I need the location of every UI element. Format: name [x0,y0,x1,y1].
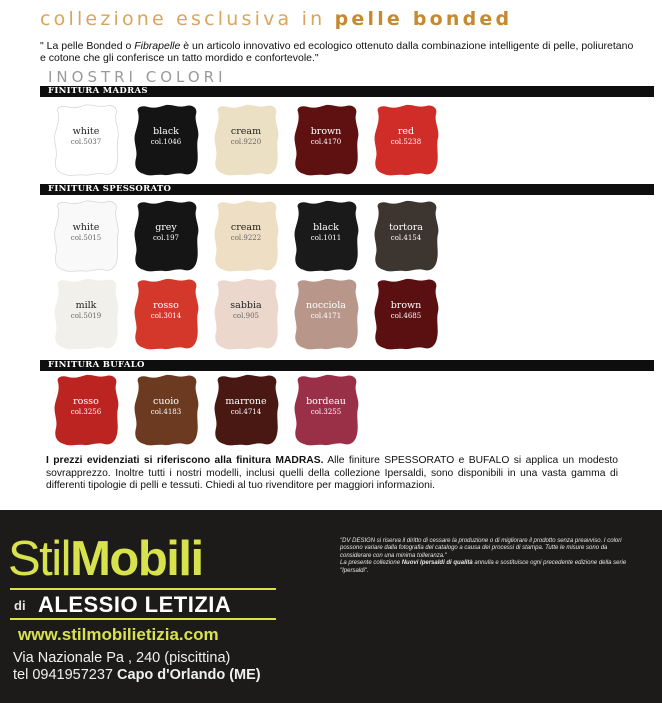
intro-part1: " La pelle Bonded o [40,40,135,52]
swatch-name: sabbia [230,300,262,311]
color-swatch [372,278,440,350]
swatch-code: col.3256 [70,408,102,416]
section-band: FINITURA BUFALO [40,360,654,371]
color-swatch [52,374,120,446]
swatch-name: brown [310,126,342,137]
color-swatch [292,200,360,272]
swatch-name: white [72,222,100,233]
legal-disclaimer: "DV DESIGN si riserva il diritto di cessare la produzione o di migliorare il prodotto senza preavviso. I colori possono variare dalla fotografia del catalogo a causa dei processi di stampa. Tutte le misure sono da considerare con una minima tolleranza." [340,538,622,559]
owner-prefix: di [14,598,26,613]
title-highlight: pelle bonded [334,8,513,30]
swatch-code: col.5019 [70,312,102,320]
section-band: FINITURA MADRAS [40,86,654,97]
color-swatch [292,278,360,350]
swatch-name: rosso [73,396,99,407]
owner-name: ALESSIO LETIZIA [38,592,232,617]
swatch-code: col.3014 [150,312,182,320]
swatch-code: col.4685 [390,312,422,320]
swatch-name: cuoio [153,396,179,407]
swatch-code: col.9222 [230,234,262,242]
swatch-code: col.4171 [310,312,342,320]
swatch-code: col.5015 [70,234,102,242]
website-link[interactable]: www.stilmobilietizia.com [18,625,219,644]
color-swatch [212,278,280,350]
color-swatch [212,104,280,176]
swatch-name: nocciola [306,300,346,311]
color-swatch [292,104,360,176]
swatch-name: rosso [153,300,179,311]
swatch-name: milk [75,300,97,311]
address-contact [13,667,261,684]
swatch-name: grey [155,222,177,233]
swatch-code: col.9220 [230,138,262,146]
color-swatch [132,278,200,350]
swatch-name: red [397,126,415,137]
footnote [46,455,618,493]
swatch-code: col.4170 [310,138,342,146]
swatch-code: col.5238 [390,138,422,146]
color-swatch [132,200,200,272]
swatch-name: tortora [389,222,423,233]
legal-collection-b: Nuovi Ipersaldi di qualità [401,560,473,567]
swatch-name: cream [230,222,262,233]
swatch-code: col.1046 [150,138,182,146]
footnote-bold: I prezzi evidenziati si riferiscono alla finitura MADRAS. [46,455,324,466]
address-street: Via Nazionale Pa , 240 (piscittina) [13,650,231,666]
swatch-name: black [313,222,339,233]
swatch-code: col.905 [233,312,259,320]
color-swatch [132,104,200,176]
address [13,650,261,684]
color-swatch [372,104,440,176]
color-swatch [212,200,280,272]
section-band: FINITURA SPESSORATO [40,184,654,195]
swatch-code: col.4154 [390,234,422,242]
swatch-name: black [153,126,179,137]
swatch-name: bordeau [306,396,346,407]
footnote-rest: Alle finiture SPESSORATO e BUFALO si applica un modesto sovrapprezzo. Inoltre tutti i nostri modelli, inclusi quelli della collezione Ipersaldi, sono disponibili in una vasta gamma di differenti tipologie di pelli e tessuti. Chiedi al tuo rivenditore per maggiori informazioni. [46,455,619,492]
color-swatch [52,278,120,350]
color-swatch [292,374,360,446]
legal-collection-a: La presente collezione [340,560,402,567]
logo-divider [10,588,276,590]
legal-collection [340,560,640,575]
color-swatch [372,200,440,272]
color-swatch [212,374,280,446]
swatch-code: col.4714 [230,408,262,416]
legal-notice [340,538,640,575]
swatch-name: white [72,126,100,137]
legal-collection-c: annulla e sostituisce ogni precedente edizione della serie "Ipersaldi". [340,560,627,574]
phone: tel 0941957237 [13,667,113,683]
swatch-code: col.5037 [70,138,102,146]
owner-divider [10,618,276,620]
color-swatch [52,200,120,272]
brand-logo [8,534,203,584]
swatch-code: col.197 [153,234,179,242]
color-swatch [132,374,200,446]
swatch-name: cream [230,126,262,137]
swatch-code: col.3255 [310,408,342,416]
intro-italic: Fibrapelle [134,40,181,52]
intro-part2: è un articolo innovativo ed ecologico ottenuto dalla combinazione intelligente di pelle, poliuretano e cotone che gli conferisce un tatto mordido e confortevole." [40,40,634,64]
city: Capo d'Orlando (ME) [117,667,261,683]
page-title [40,8,512,30]
colors-heading: INOSTRI COLORI [48,68,227,86]
swatch-name: brown [390,300,422,311]
swatch-code: col.4183 [150,408,182,416]
logo-light: Stil [8,532,71,586]
swatch-code: col.1011 [310,234,342,242]
color-swatch [52,104,120,176]
swatch-name: marrone [225,396,267,407]
logo-bold: Mobili [70,532,203,586]
title-prefix: collezione esclusiva in [40,8,326,30]
intro-text [40,40,640,64]
